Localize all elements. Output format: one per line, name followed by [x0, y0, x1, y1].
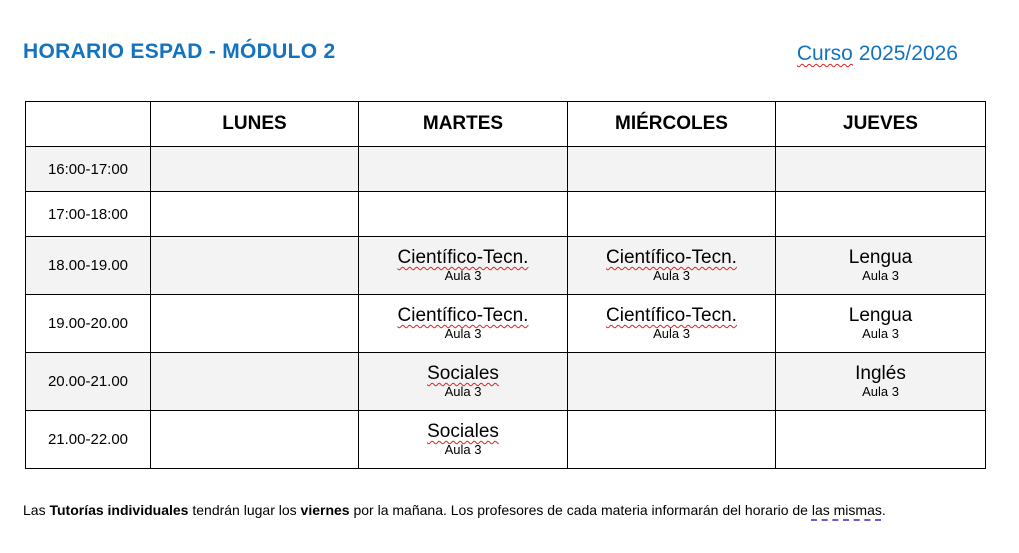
schedule-cell: [776, 147, 986, 192]
time-cell: 17:00-18:00: [26, 192, 151, 237]
subject-label: Lengua: [848, 305, 913, 326]
schedule-cell: [359, 295, 568, 353]
day-header-martes: MARTES: [359, 102, 568, 147]
subject-label: Sociales: [427, 363, 499, 384]
course-year: [797, 42, 958, 66]
footer-text-grammar-flag: las mismas: [811, 502, 882, 518]
table-row: [26, 353, 986, 411]
schedule-cell: [568, 237, 776, 295]
schedule-cell: [568, 295, 776, 353]
schedule-cell: [568, 411, 776, 469]
subject-label: Sociales: [427, 421, 499, 442]
time-cell: 19.00-20.00: [26, 295, 151, 353]
subject-label: Científico-Tecn.: [397, 247, 529, 268]
time-cell: 16:00-17:00: [26, 147, 151, 192]
schedule-cell: [568, 192, 776, 237]
schedule-table: [25, 101, 986, 469]
schedule-cell: [776, 237, 986, 295]
schedule-cell: [568, 147, 776, 192]
subject-label: Científico-Tecn.: [397, 305, 529, 326]
schedule-cell: [151, 411, 359, 469]
footer-text: tendrán lugar los: [188, 502, 301, 518]
subject-label: Lengua: [848, 247, 913, 268]
schedule-cell: [359, 411, 568, 469]
room-label: Aula 3: [444, 442, 482, 457]
room-label: Aula 3: [862, 326, 899, 341]
day-header-miercoles: MIÉRCOLES: [568, 102, 776, 147]
time-cell: 18.00-19.00: [26, 237, 151, 295]
schedule-cell: [776, 192, 986, 237]
subject-label: Científico-Tecn.: [606, 305, 737, 326]
footer-bold-viernes: viernes: [300, 502, 350, 518]
footer-text: Las: [23, 502, 50, 518]
table-row: [26, 411, 986, 469]
room-label: Aula 3: [862, 268, 899, 283]
table-row: [26, 147, 986, 192]
schedule-cell: [776, 411, 986, 469]
day-header-lunes: LUNES: [151, 102, 359, 147]
schedule-cell: [359, 353, 568, 411]
schedule-cell: [151, 237, 359, 295]
subject-label: Inglés: [855, 363, 906, 384]
table-row: [26, 295, 986, 353]
schedule-cell: [151, 147, 359, 192]
room-label: Aula 3: [653, 268, 690, 283]
course-year-value: 2025/2026: [858, 42, 958, 65]
subject-label: Científico-Tecn.: [606, 247, 737, 268]
page-title: HORARIO ESPAD - MÓDULO 2: [23, 40, 336, 63]
table-row: [26, 192, 986, 237]
day-header-jueves: JUEVES: [776, 102, 986, 147]
schedule-cell: [151, 295, 359, 353]
room-label: Aula 3: [653, 326, 690, 341]
room-label: Aula 3: [444, 384, 482, 399]
schedule-cell: [359, 192, 568, 237]
room-label: Aula 3: [444, 268, 482, 283]
table-row: [26, 237, 986, 295]
schedule-cell: [151, 192, 359, 237]
schedule-cell: [776, 295, 986, 353]
time-cell: 20.00-21.00: [26, 353, 151, 411]
schedule-cell: [568, 353, 776, 411]
schedule-cell: [359, 237, 568, 295]
course-word: Curso: [796, 42, 853, 65]
room-label: Aula 3: [862, 384, 899, 399]
corner-cell: [26, 102, 151, 147]
header-row: [26, 102, 986, 147]
schedule-cell: [776, 353, 986, 411]
room-label: Aula 3: [444, 326, 482, 341]
footer-text: por la mañana. Los profesores de cada materia informarán del horario de: [349, 502, 812, 518]
schedule-cell: [359, 147, 568, 192]
time-cell: 21.00-22.00: [26, 411, 151, 469]
footer-text: .: [881, 502, 886, 518]
footer-bold-tutorias: Tutorías individuales: [49, 502, 189, 518]
schedule-cell: [151, 353, 359, 411]
footer-note: [23, 502, 886, 518]
